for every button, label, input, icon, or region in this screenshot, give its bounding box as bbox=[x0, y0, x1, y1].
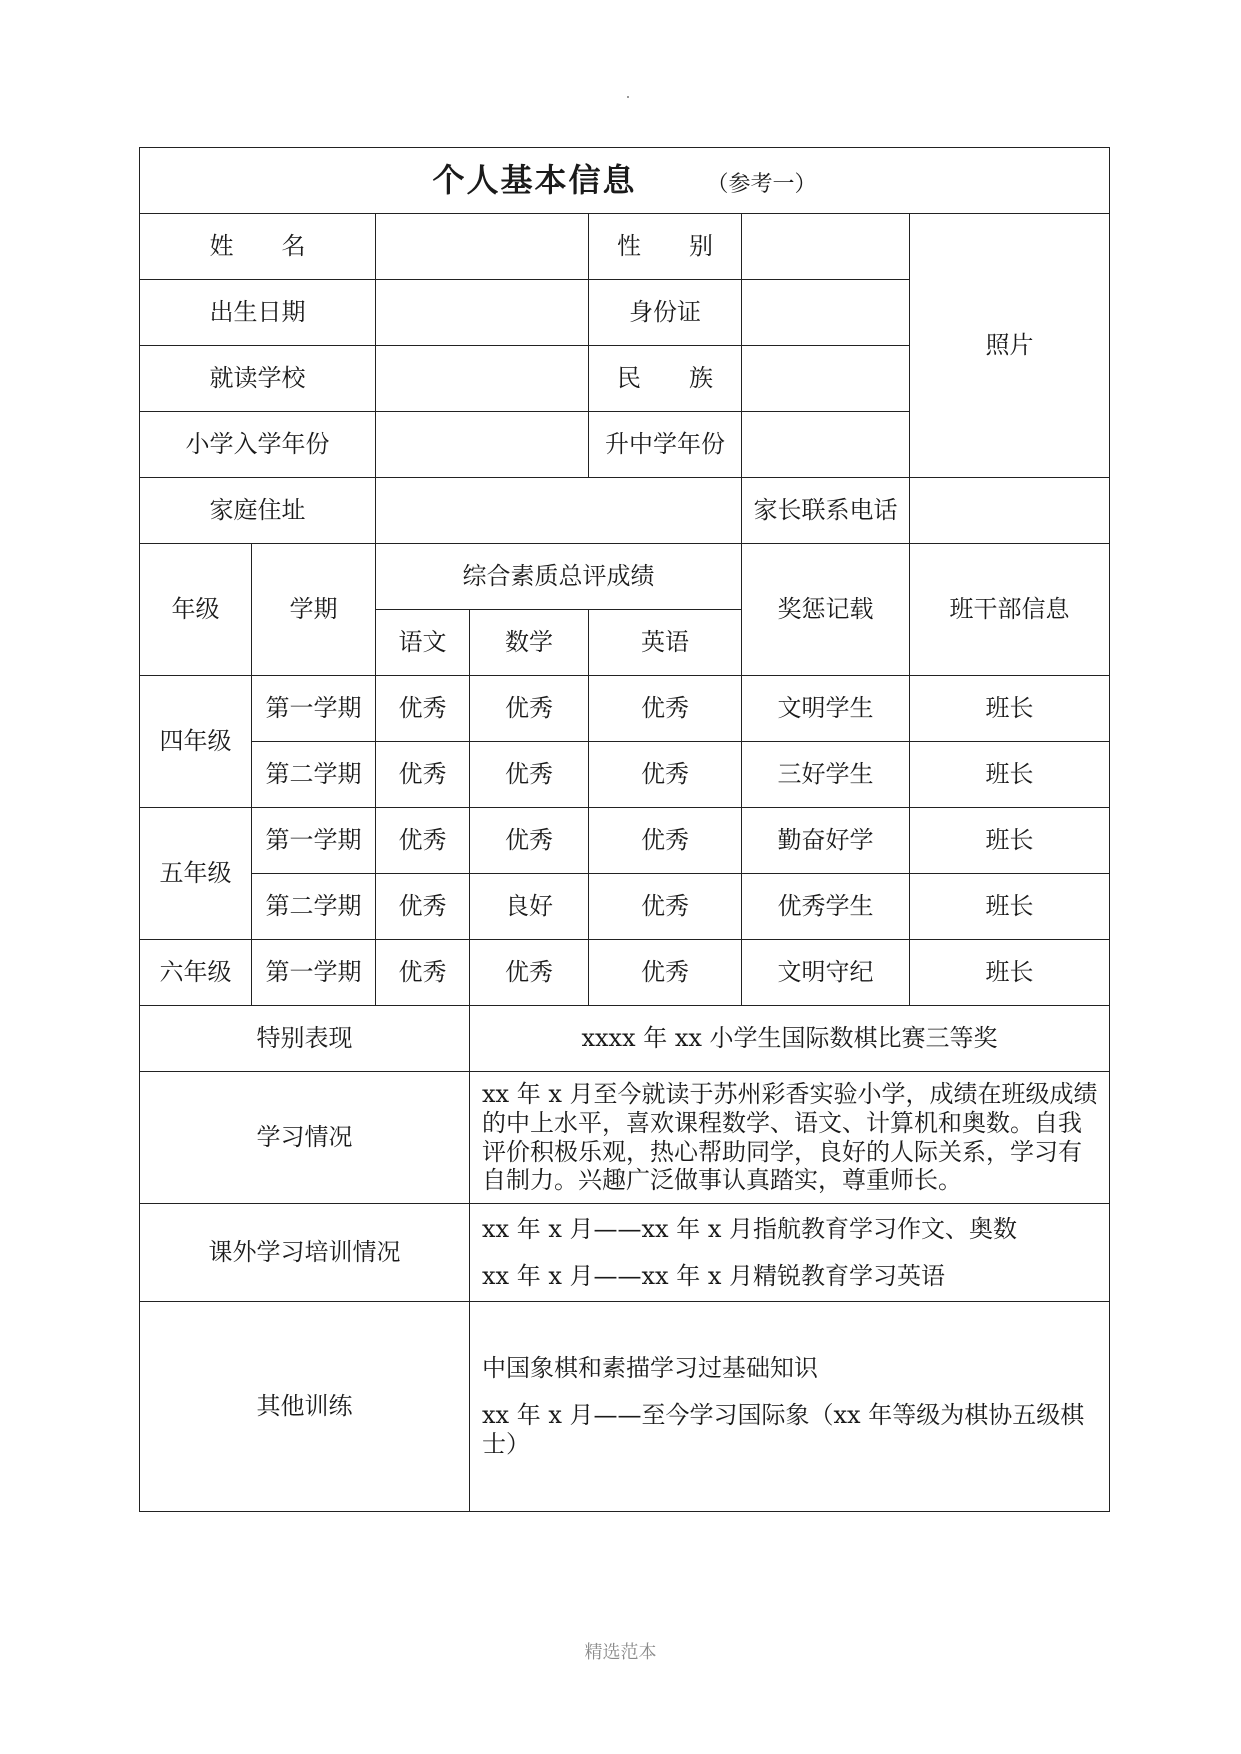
chinese-cell: 优秀 bbox=[376, 808, 470, 874]
study-label: 学习情况 bbox=[140, 1072, 470, 1204]
grade-cell: 五年级 bbox=[140, 808, 252, 940]
study-value: xx 年 x 月至今就读于苏州彩香实验小学，成绩在班级成绩的中上水平，喜欢课程数学、语文、计算机和奥数。自我评价积极乐观，热心帮助同学，良好的人际关系，学习有自制力。兴趣广泛做事认真踏实，尊重师长。 bbox=[470, 1072, 1110, 1204]
chinese-cell: 优秀 bbox=[376, 742, 470, 808]
ethnic-value[interactable] bbox=[742, 346, 910, 412]
id-value[interactable] bbox=[742, 280, 910, 346]
english-cell: 优秀 bbox=[589, 742, 742, 808]
cadre-cell: 班长 bbox=[910, 808, 1110, 874]
name-value[interactable] bbox=[376, 214, 589, 280]
birth-value[interactable] bbox=[376, 280, 589, 346]
gender-value[interactable] bbox=[742, 214, 910, 280]
math-cell: 优秀 bbox=[470, 742, 589, 808]
overall-score-header: 综合素质总评成绩 bbox=[376, 544, 742, 610]
address-label: 家庭住址 bbox=[140, 478, 376, 544]
english-cell: 优秀 bbox=[589, 676, 742, 742]
english-header: 英语 bbox=[589, 610, 742, 676]
training-line: xx 年 x 月——xx 年 x 月精锐教育学习英语 bbox=[482, 1261, 945, 1290]
award-cell: 勤奋好学 bbox=[742, 808, 910, 874]
phone-label: 家长联系电话 bbox=[742, 478, 910, 544]
address-value[interactable] bbox=[376, 478, 742, 544]
cadre-header: 班干部信息 bbox=[910, 544, 1110, 676]
id-label: 身份证 bbox=[589, 280, 742, 346]
phone-value[interactable] bbox=[910, 478, 1110, 544]
cadre-cell: 班长 bbox=[910, 940, 1110, 1006]
photo-cell[interactable]: 照片 bbox=[910, 214, 1110, 478]
entry-year-label: 小学入学年份 bbox=[140, 412, 376, 478]
ethnic-label: 民 族 bbox=[589, 346, 742, 412]
birth-label: 出生日期 bbox=[140, 280, 376, 346]
math-header: 数学 bbox=[470, 610, 589, 676]
table-row bbox=[140, 808, 1110, 874]
english-cell: 优秀 bbox=[589, 874, 742, 940]
middle-year-value[interactable] bbox=[742, 412, 910, 478]
award-cell: 文明学生 bbox=[742, 676, 910, 742]
term-cell: 第一学期 bbox=[252, 940, 376, 1006]
form-subtitle: （参考一） bbox=[706, 172, 817, 198]
grade-cell: 六年级 bbox=[140, 940, 252, 1006]
table-row bbox=[140, 874, 1110, 940]
math-cell: 优秀 bbox=[470, 676, 589, 742]
chinese-cell: 优秀 bbox=[376, 676, 470, 742]
middle-year-label: 升中学年份 bbox=[589, 412, 742, 478]
term-cell: 第二学期 bbox=[252, 874, 376, 940]
school-label: 就读学校 bbox=[140, 346, 376, 412]
other-training-line: xx 年 x 月——至今学习国际象（xx 年等级为棋协五级棋士） bbox=[482, 1401, 1085, 1458]
award-cell: 文明守纪 bbox=[742, 940, 910, 1006]
grade-header: 年级 bbox=[140, 544, 252, 676]
personal-info-form bbox=[139, 147, 1110, 1512]
gender-label: 性 别 bbox=[589, 214, 742, 280]
table-row bbox=[140, 940, 1110, 1006]
cadre-cell: 班长 bbox=[910, 874, 1110, 940]
term-cell: 第一学期 bbox=[252, 676, 376, 742]
school-value[interactable] bbox=[376, 346, 589, 412]
chinese-cell: 优秀 bbox=[376, 874, 470, 940]
cadre-cell: 班长 bbox=[910, 742, 1110, 808]
english-cell: 优秀 bbox=[589, 940, 742, 1006]
award-cell: 三好学生 bbox=[742, 742, 910, 808]
math-cell: 优秀 bbox=[470, 808, 589, 874]
term-cell: 第二学期 bbox=[252, 742, 376, 808]
other-training-label: 其他训练 bbox=[140, 1302, 470, 1512]
training-label: 课外学习培训情况 bbox=[140, 1204, 470, 1302]
header-dot bbox=[627, 96, 629, 98]
term-cell: 第一学期 bbox=[252, 808, 376, 874]
page-footer: 精选范本 bbox=[584, 1642, 657, 1663]
award-cell: 优秀学生 bbox=[742, 874, 910, 940]
chinese-header: 语文 bbox=[376, 610, 470, 676]
english-cell: 优秀 bbox=[589, 808, 742, 874]
term-header: 学期 bbox=[252, 544, 376, 676]
form-title: 个人基本信息 bbox=[432, 161, 637, 200]
chinese-cell: 优秀 bbox=[376, 940, 470, 1006]
special-value: xxxx 年 xx 小学生国际数棋比赛三等奖 bbox=[470, 1006, 1110, 1072]
entry-year-value[interactable] bbox=[376, 412, 589, 478]
other-training-value bbox=[470, 1302, 1110, 1512]
math-cell: 优秀 bbox=[470, 940, 589, 1006]
training-line: xx 年 x 月——xx 年 x 月指航教育学习作文、奥数 bbox=[482, 1214, 1017, 1243]
cadre-cell: 班长 bbox=[910, 676, 1110, 742]
name-label: 姓 名 bbox=[140, 214, 376, 280]
form-title-cell bbox=[140, 148, 1110, 214]
table-row bbox=[140, 742, 1110, 808]
awards-header: 奖惩记载 bbox=[742, 544, 910, 676]
math-cell: 良好 bbox=[470, 874, 589, 940]
other-training-line: 中国象棋和素描学习过基础知识 bbox=[482, 1354, 818, 1383]
grade-cell: 四年级 bbox=[140, 676, 252, 808]
special-label: 特别表现 bbox=[140, 1006, 470, 1072]
table-row bbox=[140, 676, 1110, 742]
training-value bbox=[470, 1204, 1110, 1302]
